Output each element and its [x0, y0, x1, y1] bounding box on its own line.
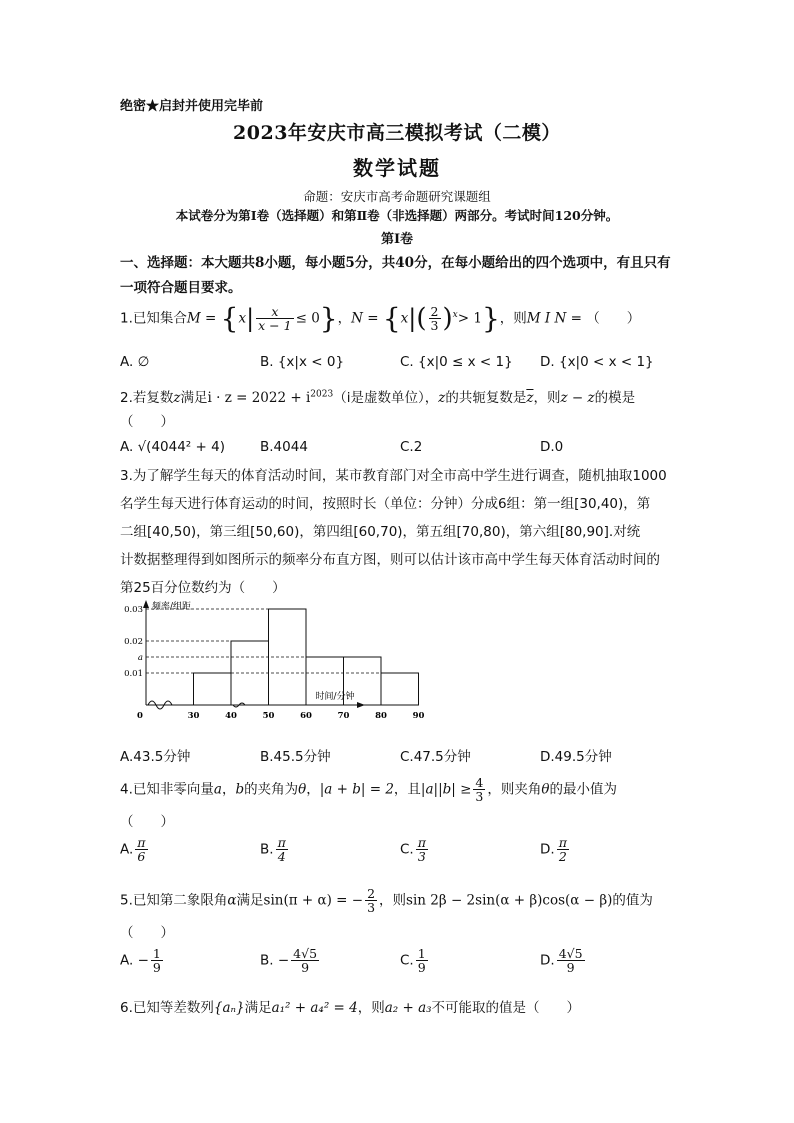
- q4-opt-c-den: 3: [417, 849, 426, 865]
- q5-opt-a-den: 9: [152, 960, 161, 976]
- q5-opt-a-label: A. −: [120, 952, 149, 969]
- q4-opt-a-num: π: [137, 835, 146, 850]
- x-tick-label: 0: [137, 711, 143, 721]
- q1-n-x: x: [400, 310, 409, 327]
- q4-opt-a-label: A.: [120, 841, 134, 858]
- q1-m-lhs: M =: [186, 310, 221, 327]
- q4-option-c: [400, 836, 430, 863]
- q1-n-close-paren: ): [442, 303, 453, 334]
- q6-expr: a₂ + a₃: [384, 1000, 432, 1016]
- q1-n-fraction: [429, 305, 441, 332]
- q5-prefix: 5.已知第二象限角: [120, 892, 228, 909]
- q5-opt-d-num: 4√5: [558, 946, 583, 961]
- q4-vector-a: a: [213, 781, 222, 798]
- q5-option-c: [400, 947, 430, 974]
- q4-opt-b-den: 4: [277, 849, 286, 865]
- q5-answer-paren: （ ）: [120, 925, 174, 941]
- q1-n-lhs: N =: [351, 310, 383, 327]
- q1-option-c: C. {x|0 ≤ x < 1}: [400, 354, 513, 370]
- q4-option-b: [260, 836, 290, 863]
- q4-opt-b-label: B.: [260, 841, 274, 858]
- q2-text-a: 2.若复数: [120, 390, 174, 406]
- histogram-bar: [194, 673, 232, 705]
- q6-mid: 满足: [244, 1000, 272, 1016]
- q4-opt-c-num: π: [417, 835, 426, 850]
- q1-n-cond: > 1: [457, 310, 482, 327]
- q1-m-frac-den: x − 1: [258, 318, 292, 333]
- q4-frac-den: 3: [475, 789, 484, 805]
- exam-title: 2023年安庆市高三模拟考试（二模）: [233, 122, 561, 144]
- q3-line-1: 3.为了解学生每天的体育活动时间，某市教育部门对全市高中学生进行调查，随机抽取1000: [120, 468, 667, 484]
- q4-prefix: 4.已知非零向量: [120, 781, 214, 798]
- question-3: [120, 462, 667, 602]
- q5-option-d: [540, 947, 587, 974]
- q5-opt-c-label: C.: [400, 952, 414, 969]
- q1-n-frac-den: 3: [430, 318, 439, 333]
- q5-opt-b-den: 9: [301, 960, 310, 976]
- y-axis-title: 频率/组距: [152, 602, 192, 612]
- exam-subtitle: 数学试题: [353, 156, 441, 180]
- q5-opt-b-frac: [291, 947, 319, 974]
- question-2: [120, 386, 635, 406]
- q5-opt-d-frac: [557, 947, 585, 974]
- q6-prefix: 6.已知等差数列: [120, 1000, 214, 1016]
- q4-opt-a-den: 6: [137, 849, 146, 865]
- q2-answer-paren: （ ）: [120, 414, 174, 430]
- question-1: [120, 302, 640, 335]
- q1-m-close-brace: }: [319, 302, 338, 335]
- q1-m-frac-num: x: [256, 305, 293, 319]
- q1-prefix: 1.已知集合: [120, 310, 187, 327]
- q4-comma: ，: [221, 781, 236, 798]
- q1-n-frac-num: 2: [430, 303, 439, 319]
- q2-zbar: $\overline{z}$: [526, 390, 534, 406]
- q2-option-a: A. √(4044² + 4): [120, 439, 225, 455]
- q5-frac-den: 3: [367, 900, 376, 916]
- x-tick-label: 30: [187, 711, 200, 721]
- x-tick-label: 80: [375, 711, 387, 721]
- q3-option-c: C.47.5分钟: [400, 749, 471, 765]
- question-5: [120, 887, 653, 914]
- exam-notice: 本试卷分为第Ⅰ卷（选择题）和第Ⅱ卷（非选择题）两部分。考试时间120分钟。: [175, 208, 619, 223]
- q5-mid: 满足: [236, 892, 264, 909]
- q5-opt-b-num: 4√5: [293, 946, 318, 961]
- q1-expr: M I N: [526, 310, 567, 327]
- q1-option-b: B. {x|x < 0}: [260, 354, 345, 370]
- q4-opt-d-den: 2: [558, 849, 567, 865]
- q1-m-cond: ≤ 0: [295, 310, 320, 327]
- q4-cond1: |a + b| = 2: [319, 781, 394, 798]
- x-axis-title: 时间/分钟: [315, 692, 355, 702]
- q3-line-5: 第25百分位数约为（ ）: [120, 580, 286, 596]
- q4-opt-a-frac: [135, 836, 147, 863]
- q4-opt-c-label: C.: [400, 841, 414, 858]
- q4-theta2: θ: [541, 781, 550, 798]
- q5-suffix: ，则: [379, 892, 407, 909]
- histogram-bar: [381, 673, 419, 705]
- q5-option-a: [120, 947, 165, 974]
- volume-heading: 第Ⅰ卷: [380, 232, 414, 247]
- q3-option-d: D.49.5分钟: [540, 749, 612, 765]
- q2-text-b: 满足: [180, 390, 208, 406]
- q1-option-d: D. {x|0 < x < 1}: [540, 354, 654, 370]
- q5-cond: sin(π + α) = −: [263, 892, 364, 909]
- question-6: [120, 996, 580, 1016]
- q4-mid: 的夹角为: [244, 781, 299, 798]
- exam-author: 命题：安庆市高考命题研究课题组: [303, 189, 491, 204]
- q1-end: = （ ）: [566, 310, 641, 327]
- x-tick-label: 50: [262, 711, 275, 721]
- q4-opt-b-frac: [276, 836, 288, 863]
- q4-end: 的最小值为: [549, 781, 618, 798]
- q5-fraction: [365, 887, 377, 914]
- q4-cond2: |a||b| ≥: [420, 781, 472, 798]
- q2-text-e: ，则: [533, 390, 561, 406]
- q4-fraction: [473, 776, 485, 803]
- q6-suffix: ，则: [357, 1000, 385, 1016]
- y-tick-label: 0.03: [124, 605, 143, 615]
- q6-end: 不可能取的值是（ ）: [431, 1000, 581, 1016]
- q4-and: ，且: [393, 781, 421, 798]
- q2-option-b: B.4044: [260, 439, 308, 455]
- q1-n-open-paren: (: [416, 303, 427, 334]
- q5-option-b: [260, 947, 321, 974]
- q3-line-2: 名学生每天进行体育运动的时间，按照时长（单位：分钟）分成6组：第一组[30,40)，第: [120, 496, 651, 512]
- q5-opt-a-frac: [151, 947, 163, 974]
- q2-z2: z: [438, 390, 446, 406]
- q4-opt-d-num: π: [558, 835, 567, 850]
- q4-option-a: [120, 836, 150, 863]
- q5-alpha: α: [227, 892, 237, 909]
- q1-m-bar: |: [246, 304, 255, 333]
- q4-opt-b-num: π: [277, 835, 286, 850]
- q2-equation: i · z = 2022 + i: [207, 390, 311, 406]
- q2-text-f: 的模是: [594, 390, 636, 406]
- q5-opt-c-frac: [416, 947, 428, 974]
- q4-opt-d-label: D.: [540, 841, 555, 858]
- confidential-mark: 绝密★启封并使用完毕前: [120, 99, 264, 114]
- section-heading: 一、选择题：本大题共8小题，每小题5分，共40分，在每小题给出的四个选项中，有且只有一项符合题目要求。: [120, 255, 671, 296]
- q5-expr: sin 2β − 2sin(α + β)cos(α − β): [406, 892, 613, 909]
- q5-opt-b-label: B. −: [260, 952, 290, 969]
- x-tick-label: 70: [337, 711, 350, 721]
- q3-line-4: 计数据整理得到如图所示的频率分布直方图，则可以估计该市高中学生每天体育活动时间的: [120, 552, 660, 568]
- q3-option-a: A.43.5分钟: [120, 749, 191, 765]
- q4-suffix: ，则夹角: [487, 781, 542, 798]
- q6-cond: a₁² + a₄² = 4: [271, 1000, 358, 1016]
- q1-n-close-brace: }: [481, 302, 500, 335]
- y-tick-label: 0.02: [124, 637, 143, 647]
- q5-opt-d-label: D.: [540, 952, 555, 969]
- q1-n-exp: x: [452, 310, 458, 320]
- q2-option-c: C.2: [400, 439, 423, 455]
- x-tick-label: 90: [412, 711, 425, 721]
- y-axis-arrow: [143, 600, 149, 608]
- x-tick-label: 40: [225, 711, 237, 721]
- q2-option-d: D.0: [540, 439, 564, 455]
- q5-opt-a-num: 1: [152, 946, 161, 961]
- q4-frac-num: 4: [475, 775, 484, 790]
- q5-opt-d-den: 9: [566, 960, 575, 976]
- q4-theta: θ: [298, 781, 307, 798]
- y-tick-label: 0.01: [124, 669, 143, 679]
- q4-option-d: [540, 836, 571, 863]
- q4-opt-c-frac: [416, 836, 428, 863]
- q5-opt-c-num: 1: [417, 946, 426, 961]
- q4-answer-paren: （ ）: [120, 814, 174, 830]
- q5-end: 的值为: [612, 892, 653, 909]
- q2-z: z: [173, 390, 181, 406]
- q1-m-fraction: [256, 305, 293, 332]
- q3-line-3: 二组[40,50)，第三组[50,60)，第四组[60,70)，第五组[70,80)，第六组[80,90].对统: [120, 524, 641, 540]
- q1-m-open-brace: {: [220, 302, 239, 335]
- q1-option-a: A. ∅: [120, 354, 150, 370]
- q5-opt-c-den: 9: [417, 960, 426, 976]
- q1-sep: ，: [337, 310, 352, 327]
- q4-opt-d-frac: [557, 836, 569, 863]
- x-tick-label: 60: [300, 711, 312, 721]
- q1-n-bar: |: [408, 304, 417, 333]
- q1-n-open-brace: {: [382, 302, 401, 335]
- q4-vector-b: b: [235, 781, 245, 798]
- q2-exponent: 2023: [310, 389, 334, 400]
- q6-sequence: {aₙ}: [213, 1000, 245, 1016]
- q2-text-d: 的共轭复数是: [445, 390, 527, 406]
- y-tick-label: a: [137, 653, 143, 663]
- q1-suffix: ，则: [499, 310, 527, 327]
- question-4: 4.已知非零向量a，b的夹角为θ，|a + b| = 2，且|a||b| ≥ $\frac{4}{3}$ ，则夹角θ的最小值为: [120, 775, 618, 805]
- frequency-histogram: [120, 597, 425, 727]
- q3-option-b: B.45.5分钟: [260, 749, 331, 765]
- q1-m-x: x: [238, 310, 247, 327]
- q2-text-c: （i是虚数单位），: [333, 390, 439, 406]
- q5-frac-num: 2: [367, 886, 376, 901]
- q2-expr: z − z: [560, 390, 595, 406]
